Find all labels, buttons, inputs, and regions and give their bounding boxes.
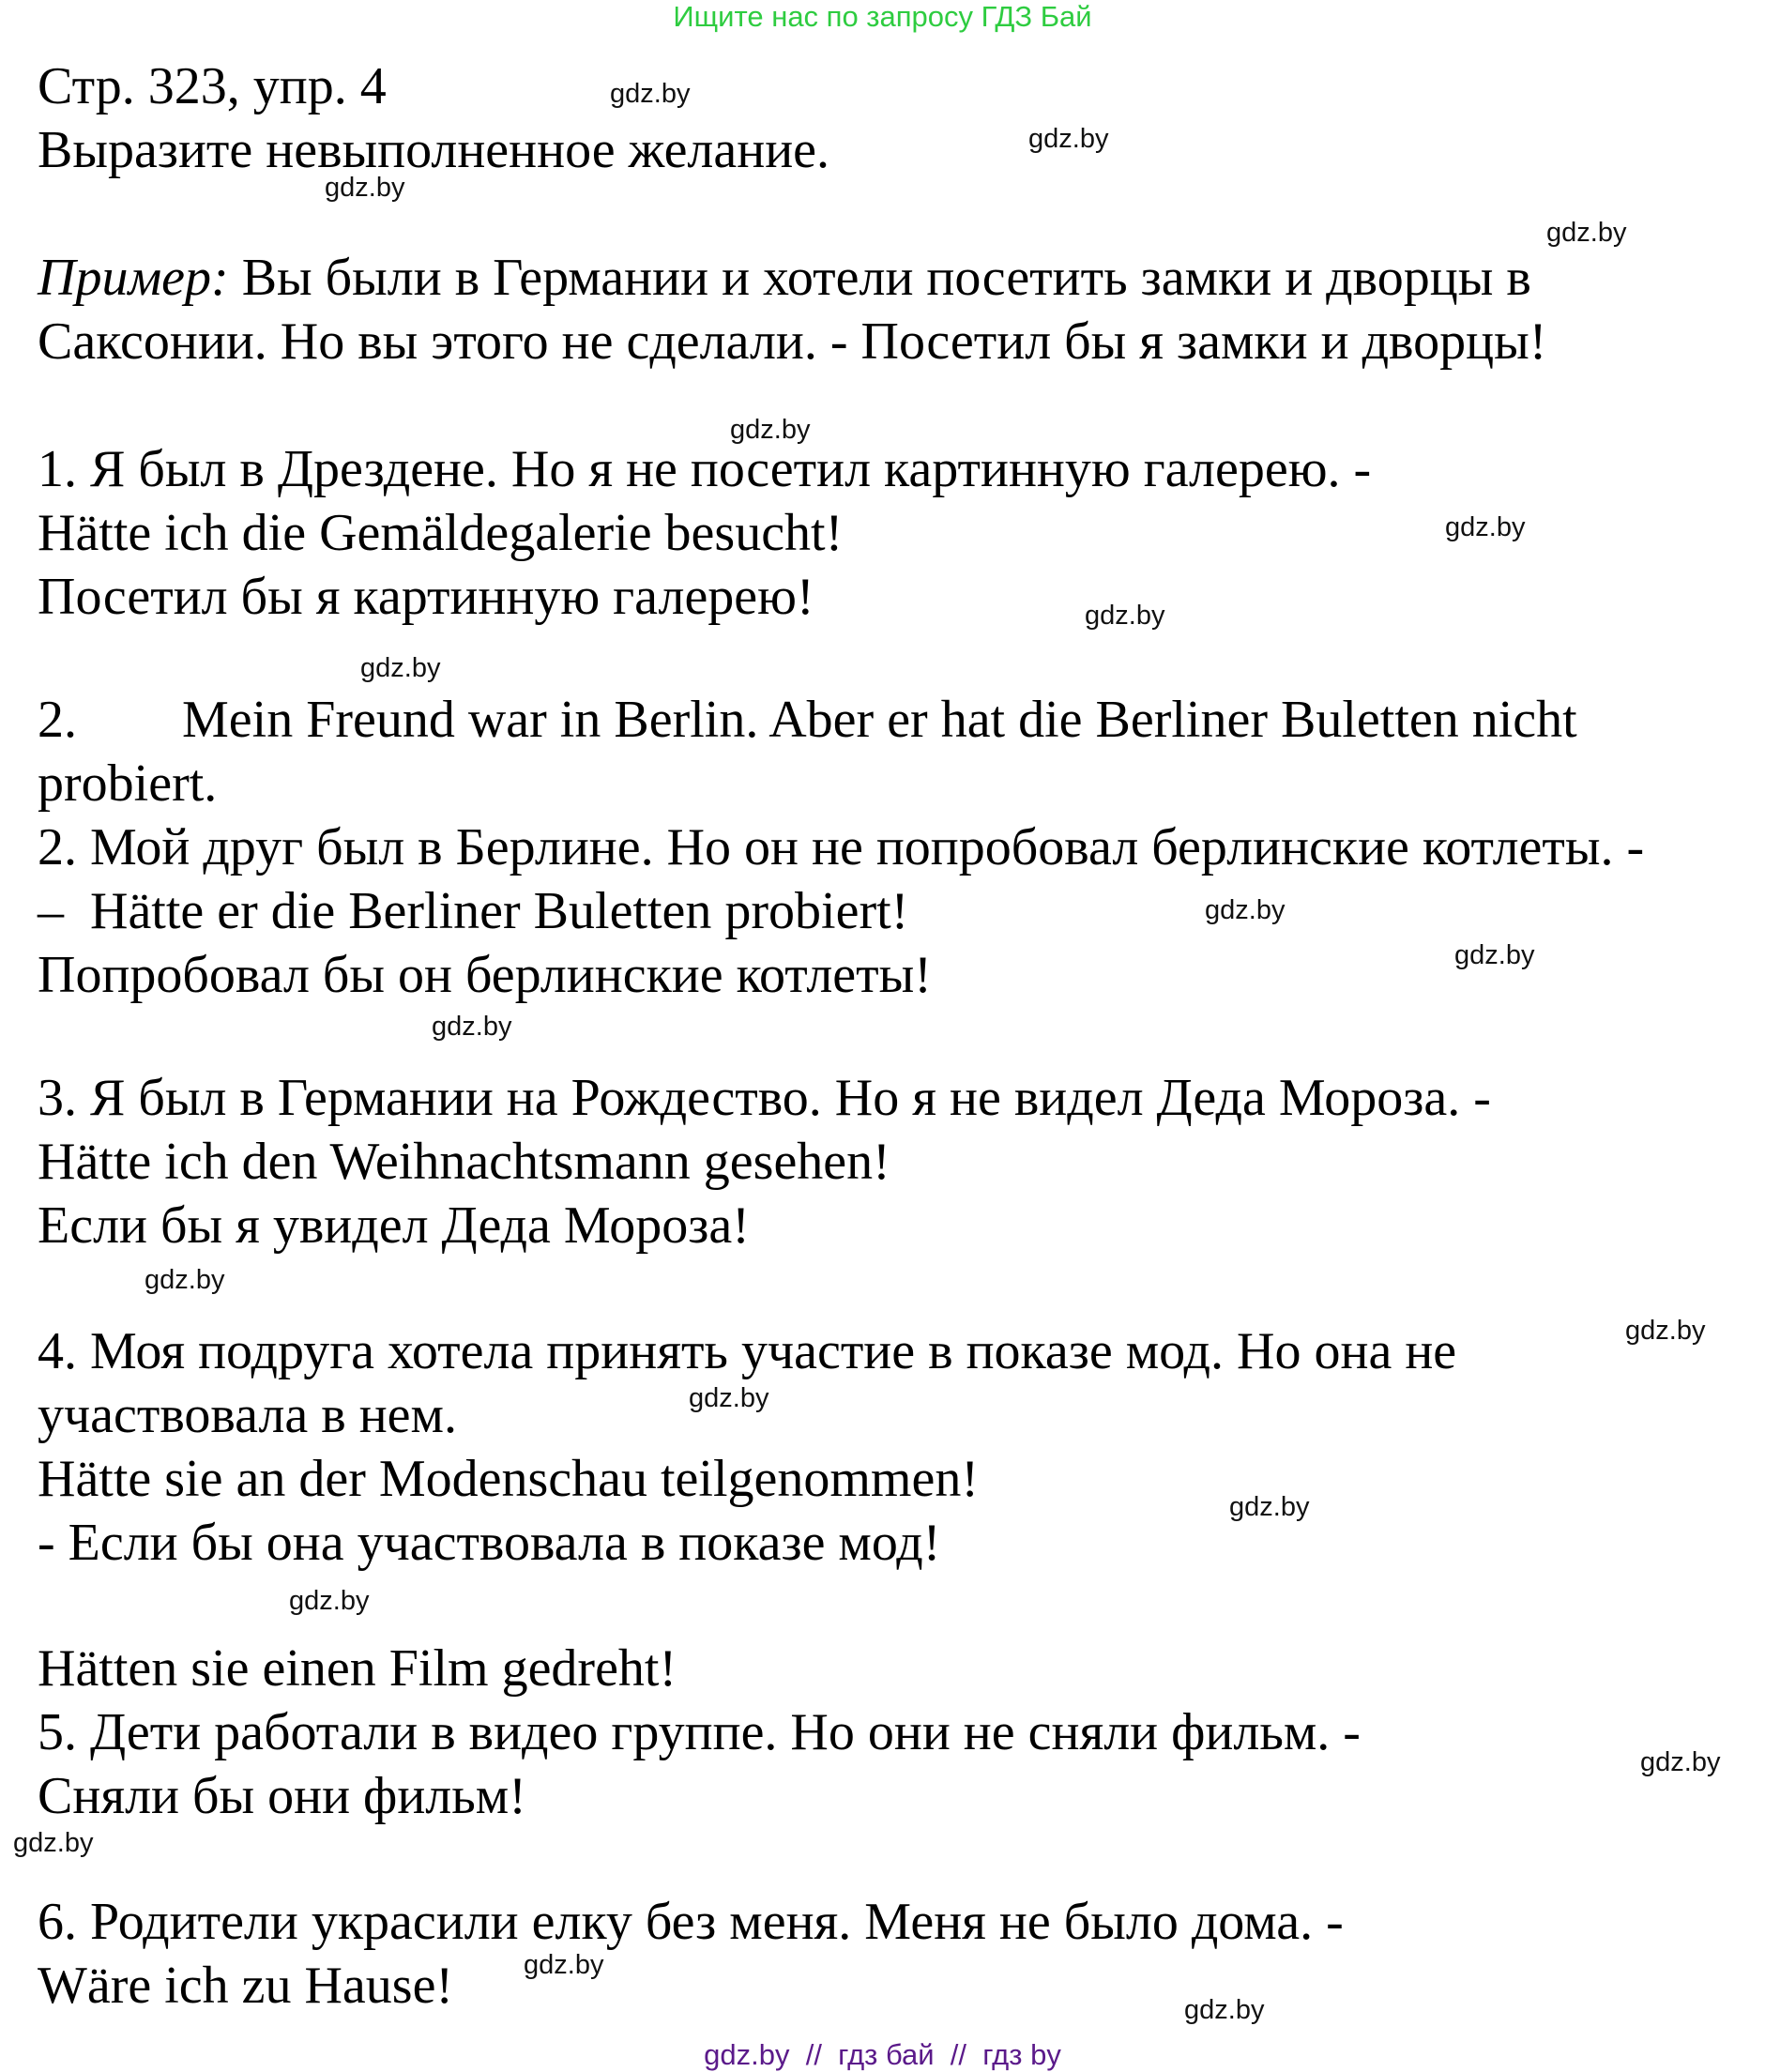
watermark: gdz.by [1085,601,1165,631]
search-banner: Ищите нас по запросу ГДЗ Бай [673,0,1092,33]
watermark: gdz.by [730,415,811,445]
watermark: gdz.by [1184,1995,1265,2025]
watermark: gdz.by [1454,940,1535,970]
answer-line: Hätte sie an der Modenschau teilgenommen! [38,1450,979,1508]
answer-line: 3. Я был в Германии на Рождество. Но я не видел Деда Мороза. - [38,1069,1491,1127]
watermark: gdz.by [524,1950,604,1980]
example-text: Вы были в Германии и хотели посетить замки и дворцы в [228,249,1531,307]
watermark: gdz.by [432,1012,512,1042]
answer-line: 2. Mein Freund war in Berlin. Aber er hat die Berliner Buletten nicht [38,691,1577,749]
answer-line: Hätten sie einen Film gedreht! [38,1639,677,1698]
watermark: gdz.by [1205,895,1286,925]
answer-line: Сняли бы они фильм! [38,1767,526,1825]
answer-line: 6. Родители украсили елку без меня. Меня не было дома. - [38,1893,1344,1951]
watermark: gdz.by [145,1265,225,1295]
watermark: gdz.by [325,173,405,203]
watermark: gdz.by [1625,1316,1706,1346]
answer-line: 2. Мой друг был в Берлине. Но он не попробовал берлинские котлеты. - [38,818,1645,876]
page-title: Стр. 323, упр. 4 [38,57,387,115]
answer-line: 5. Дети работали в видео группе. Но они не сняли фильм. - [38,1703,1361,1761]
answer-line: Посетил бы я картинную галерею! [38,568,814,626]
answer-line: Попробовал бы он берлинские котлеты! [38,946,932,1004]
example-line-1 [38,246,1531,310]
watermark: gdz.by [1445,512,1526,542]
watermark: gdz.by [610,79,691,109]
answer-line: 1. Я был в Дрездене. Но я не посетил картинную галерею. - [38,440,1372,498]
answer-line: 4. Моя подруга хотела принять участие в показе мод. Но она не [38,1322,1457,1380]
footer-banner: gdz.by // гдз бай // гдз by [704,2038,1061,2071]
answer-line: - Если бы она участвовала в показе мод! [38,1514,941,1572]
watermark: gdz.by [689,1383,769,1413]
answer-line: probiert. [38,754,218,813]
watermark: gdz.by [1546,218,1627,248]
answer-line: Если бы я увидел Деда Мороза! [38,1196,750,1255]
task-instruction: Выразите невыполненное желание. [38,121,830,179]
watermark: gdz.by [1229,1492,1310,1522]
example-line-2: Саксонии. Но вы этого не сделали. - Посетил бы я замки и дворцы! [38,312,1547,371]
answer-line: участвовала в нем. [38,1386,457,1444]
example-label: Пример: [38,249,229,307]
watermark: gdz.by [289,1586,370,1616]
answer-line: Hätte ich den Weihnachtsmann gesehen! [38,1133,890,1191]
watermark: gdz.by [1640,1747,1721,1777]
watermark: gdz.by [1028,124,1109,154]
answer-line: Wäre ich zu Hause! [38,1957,454,2015]
watermark: gdz.by [360,653,441,683]
watermark: gdz.by [13,1828,94,1858]
answer-line: – Hätte er die Berliner Buletten probiert! [38,882,909,940]
answer-line: Hätte ich die Gemäldegalerie besucht! [38,504,844,562]
